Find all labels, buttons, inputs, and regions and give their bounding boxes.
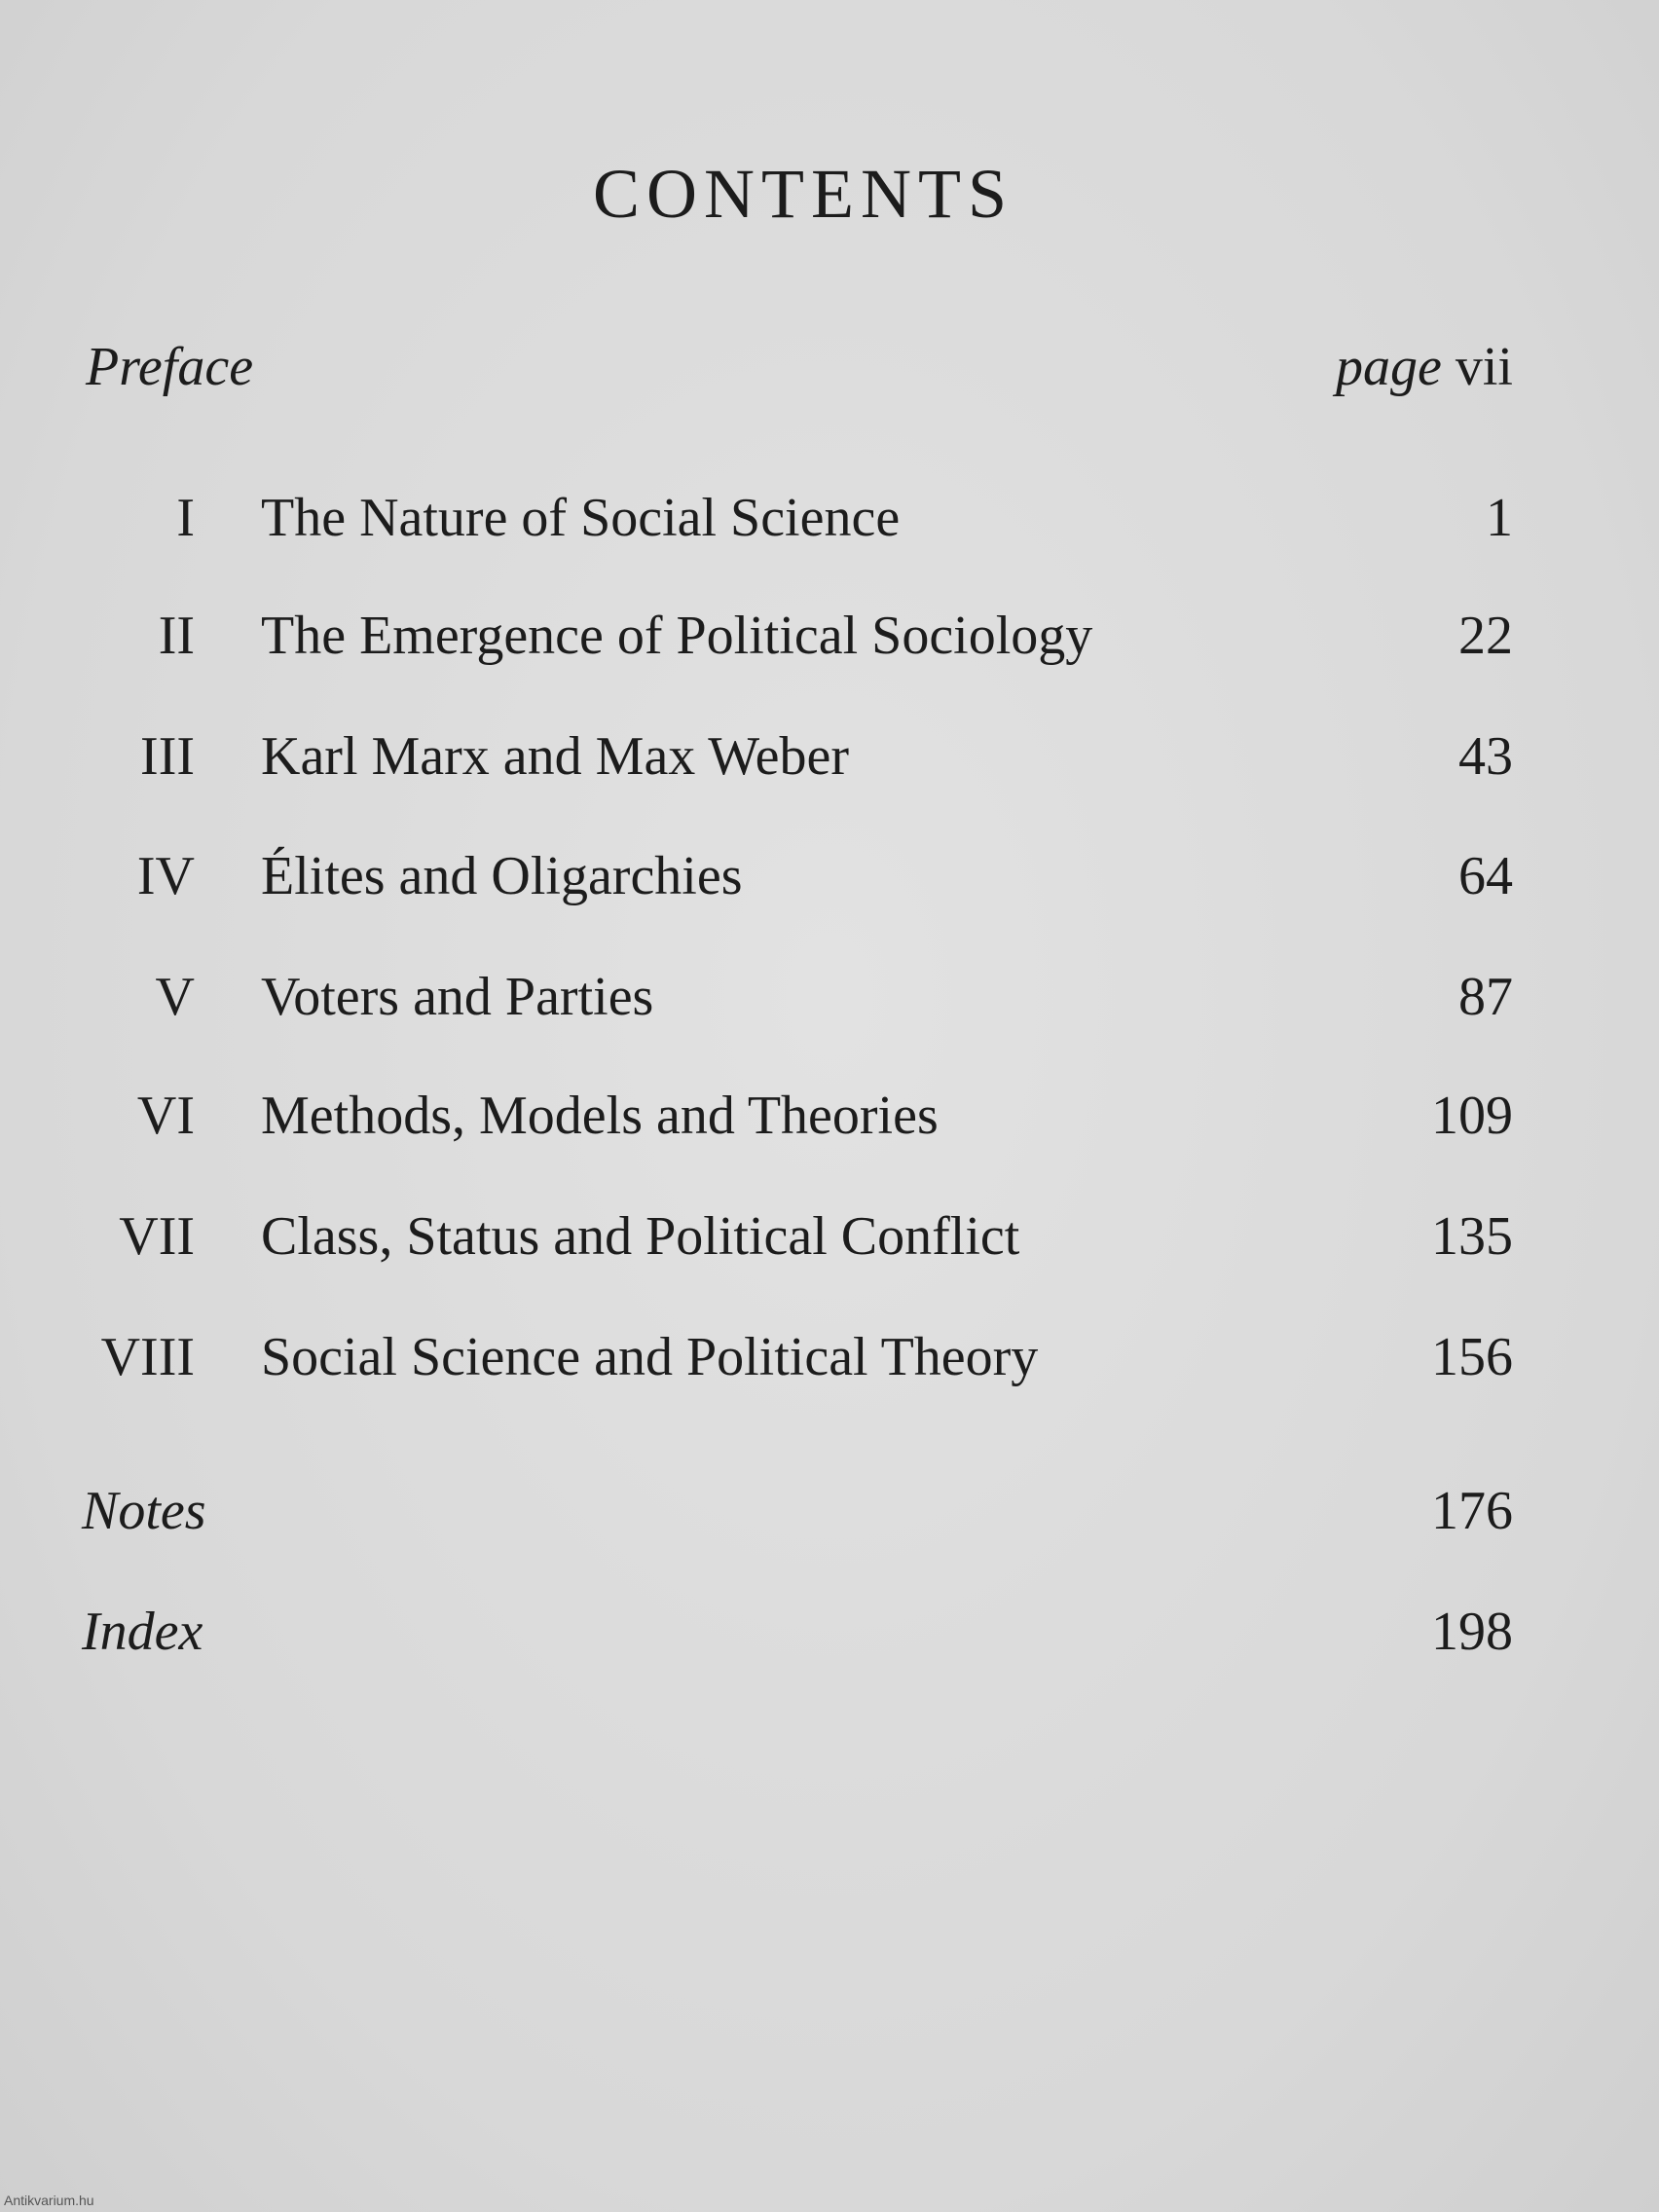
- watermark-text: Antikvarium.hu: [4, 2193, 94, 2208]
- chapter-page: 156: [1431, 1327, 1513, 1387]
- index-label: Index: [82, 1602, 203, 1662]
- page-word: page: [1336, 337, 1442, 397]
- chapter-row: [0, 845, 1659, 923]
- chapter-row: [0, 605, 1659, 682]
- chapter-title: Élites and Oligarchies: [261, 846, 743, 906]
- chapter-page: 22: [1458, 606, 1513, 666]
- chapter-title: Methods, Models and Theories: [261, 1086, 939, 1146]
- chapter-number: VI: [136, 1086, 195, 1146]
- chapter-row: [0, 1205, 1659, 1283]
- chapter-title: Class, Status and Political Conflict: [261, 1206, 1020, 1267]
- preface-label: Preface: [86, 337, 254, 397]
- chapter-row: [0, 487, 1659, 565]
- chapter-number: III: [140, 726, 195, 787]
- chapter-page: 135: [1431, 1206, 1513, 1267]
- preface-row: [0, 336, 1659, 414]
- notes-label: Notes: [82, 1481, 206, 1541]
- chapter-row: [0, 966, 1659, 1044]
- chapter-row: [0, 725, 1659, 803]
- preface-page-number: vii: [1455, 337, 1513, 397]
- chapter-number: VII: [119, 1206, 195, 1267]
- chapter-title: The Emergence of Political Sociology: [261, 606, 1093, 666]
- index-row: [0, 1601, 1659, 1678]
- chapter-row: [0, 1085, 1659, 1162]
- chapter-number: II: [158, 606, 195, 666]
- contents-heading: CONTENTS: [593, 155, 1014, 233]
- index-page: 198: [1431, 1602, 1513, 1662]
- chapter-number: IV: [136, 846, 195, 906]
- chapter-title: Karl Marx and Max Weber: [261, 726, 850, 787]
- chapter-title: Voters and Parties: [261, 967, 654, 1027]
- chapter-row: [0, 1326, 1659, 1404]
- chapter-page: 87: [1458, 967, 1513, 1027]
- chapter-title: The Nature of Social Science: [261, 488, 901, 548]
- preface-page: [1336, 336, 1513, 398]
- chapter-number: I: [176, 488, 195, 548]
- chapter-page: 109: [1431, 1086, 1513, 1146]
- chapter-number: VIII: [100, 1327, 195, 1387]
- notes-row: [0, 1480, 1659, 1558]
- chapter-page: 64: [1458, 846, 1513, 906]
- notes-page: 176: [1431, 1481, 1513, 1541]
- chapter-title: Social Science and Political Theory: [261, 1327, 1039, 1387]
- chapter-number: V: [155, 967, 195, 1027]
- chapter-page: 43: [1458, 726, 1513, 787]
- chapter-page: 1: [1486, 488, 1513, 548]
